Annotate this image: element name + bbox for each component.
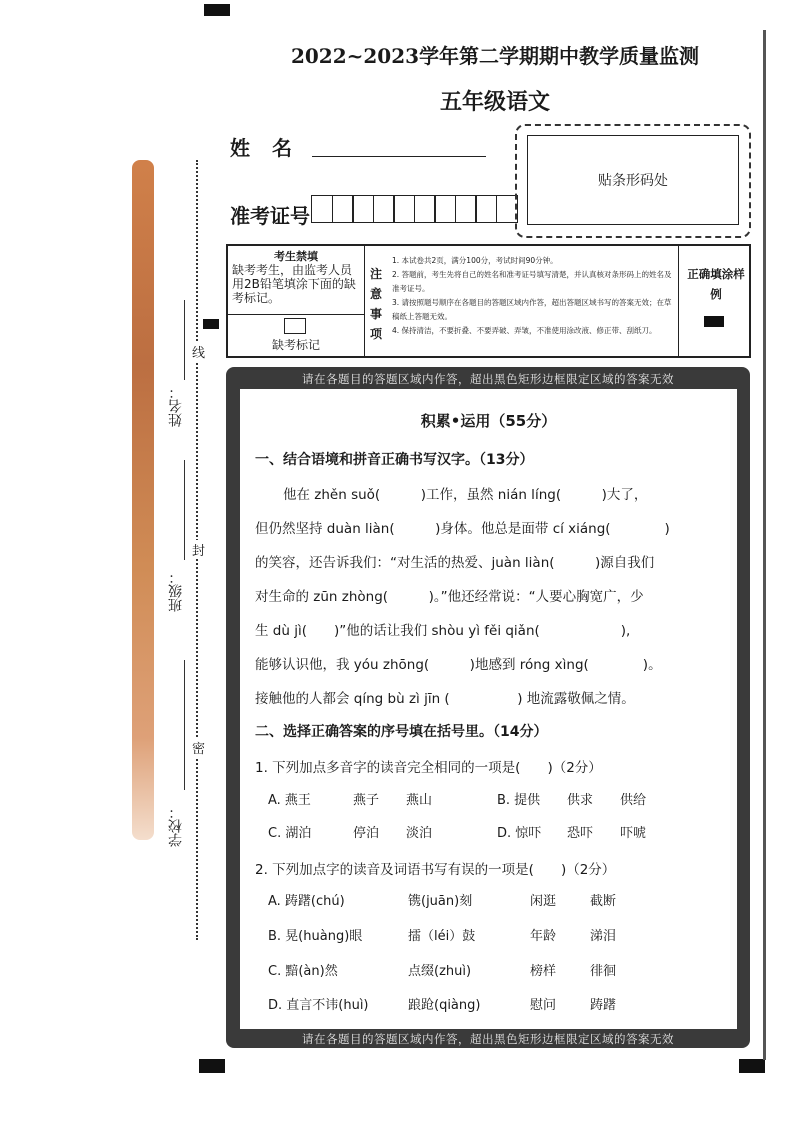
option-word: 停泊 [353,826,380,841]
frame-note-top: 请在各题目的答题区域内作答，超出黑色矩形边框限定区域的答案无效 [302,372,674,386]
exam-id-digit-box[interactable] [332,195,354,223]
option-a: A. 踌躇(chú) [268,894,345,909]
option-word: 踉跄(qiàng) [408,998,481,1013]
option-word: 供给 [620,793,647,808]
option-word: 吓唬 [620,826,647,841]
exam-title: 2022~2023学年第二学期期中教学质量监测 [290,44,700,68]
exam-id-digit-box[interactable] [393,195,415,223]
question-2-1-stem: 1. 下列加点多音字的读音完全相同的一项是( )（2分） [255,760,602,776]
question-1-line: 他在 zhěn suǒ( )工作，虽然 nián líng( )大了， [283,487,648,503]
seal-char-mi: 密 [192,738,205,757]
exam-id-digit-box[interactable] [352,195,374,223]
option-word: 恐吓 [567,826,594,841]
option-d: D. 直言不讳(huì) [268,998,369,1013]
seal-char-feng: 封 [192,540,205,559]
notice-box [226,244,751,358]
notice-item: 4. 保持清洁，不要折叠、不要弄破、弄皱，不准使用涂改液、修正带、刮纸刀。 [392,326,657,335]
exam-id-digit-box[interactable] [311,195,333,223]
name-label: 姓名 [230,136,314,160]
registration-mark-mid-left [203,319,219,329]
exam-id-digit-box[interactable] [475,195,497,223]
notice-item: 2. 答题前，考生先将自己的姓名和准考证号填写清楚，并认真核对条形码上的姓名及准考证号。 [392,270,672,293]
exam-id-boxes[interactable] [311,195,516,223]
notice-divider [364,246,365,356]
option-word: 榜样 [530,964,557,979]
exam-id-digit-box[interactable] [414,195,436,223]
notice-list [392,254,674,338]
barcode-label: 贴条形码处 [598,173,668,189]
side-name-label: 姓名： [168,385,184,427]
exam-id-label: 准考证号 [230,204,310,228]
question-1-heading: 一、结合语境和拼音正确书写汉字。（13分） [255,452,534,468]
option-word: 供求 [567,793,594,808]
page-right-edge [763,30,766,1060]
side-name-underline [184,300,185,380]
name-field[interactable] [312,156,486,157]
question-1-line: 能够认识他，我 yóu zhōng( )地感到 róng xìng( )。 [255,657,662,673]
barcode-area [527,135,739,225]
question-1-line: 但仍然坚持 duàn liàn( )身体。他总是面带 cí xiáng( ) [255,521,670,537]
side-school-label: 学校： [168,805,184,847]
frame-note-bottom: 请在各题目的答题区域内作答，超出黑色矩形边框限定区域的答案无效 [302,1032,674,1046]
absent-title: 考生禁填 [274,250,318,263]
absent-info [232,250,360,305]
option-word: 闲逛 [530,894,557,909]
option-b: B. 提供 [497,793,541,808]
correct-fill-swatch [704,316,724,327]
question-1-line: 生 dù jì( )”他的话让我们 shòu yì fěi qiǎn( ), [255,623,631,639]
exam-id-digit-box[interactable] [434,195,456,223]
seal-char-xian: 线 [192,342,205,361]
registration-mark-bottom-left [199,1059,225,1073]
option-word: 淡泊 [406,826,433,841]
question-1-line: 对生命的 zūn zhòng( )。”他还经常说：“人要心胸宽广，少 [255,589,644,605]
registration-mark-bottom-right [739,1059,765,1073]
option-word: 擂（léi）鼓 [408,929,476,944]
option-word: 点缀(zhuì) [408,964,472,979]
absent-mark-label: 缺考标记 [271,338,320,352]
notice-divider [678,246,679,356]
absent-separator [228,314,364,315]
exam-subtitle: 五年级语文 [439,89,550,115]
option-word: 年龄 [530,929,557,944]
scan-color-stripe [132,160,154,840]
option-word: 徘徊 [590,964,617,979]
option-c: C. 黯(àn)然 [268,964,338,979]
side-class-underline [184,460,185,560]
option-b: B. 晃(huàng)眼 [268,929,363,944]
option-word: 镌(juān)刻 [408,894,473,909]
notice-item: 1. 本试卷共2页，满分100分，考试时间90分钟。 [392,256,558,265]
absent-mark-checkbox[interactable] [284,318,306,334]
option-word: 截断 [590,894,617,909]
option-a: A. 燕王 [268,793,311,808]
option-word: 涕泪 [590,929,617,944]
notice-heading: 注意事项 [369,267,382,341]
question-2-heading: 二、选择正确答案的序号填在括号里。（14分） [255,724,548,740]
option-word: 燕子 [353,793,380,808]
question-1-line: 的笑容，还告诉我们：“对生活的热爱、juàn liàn( )源自我们 [255,555,655,571]
registration-mark-top-left [204,4,230,16]
exam-id-digit-box[interactable] [455,195,477,223]
section-title: 积累•运用（55分） [420,412,557,430]
side-class-label: 班级： [168,570,184,612]
option-word: 燕山 [406,793,433,808]
question-2-2-stem: 2. 下列加点字的读音及词语书写有误的一项是( )（2分） [255,862,616,878]
option-word: 慰问 [530,998,557,1013]
question-1-line: 接触他的人都会 qíng bù zì jīn ( ) 地流露敬佩之情。 [255,691,635,707]
option-d: D. 惊吓 [497,826,542,841]
absent-text: 缺考考生，由监考人员用2B铅笔填涂下面的缺考标记。 [232,263,356,305]
option-c: C. 湖泊 [268,826,312,841]
option-word: 踌躇 [590,998,617,1013]
correct-fill-label: 正确填涂样例 [687,267,745,301]
notice-item: 3. 请按照题号顺序在各题目的答题区域内作答，超出答题区域书写的答案无效；在草稿纸上答题无效。 [392,298,672,321]
side-school-underline [184,660,185,790]
exam-id-digit-box[interactable] [373,195,395,223]
